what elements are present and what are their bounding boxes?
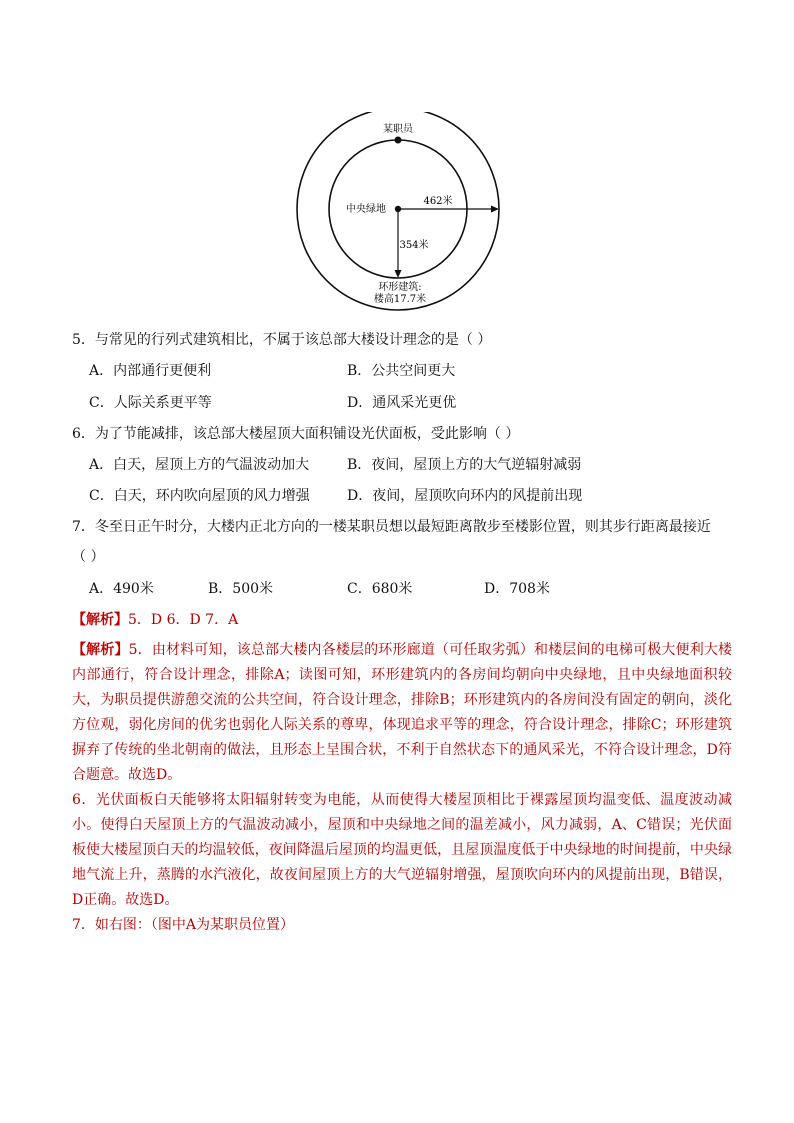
question-5-option-b: B．公共空间更大 <box>347 363 456 379</box>
ring-building-diagram <box>290 112 502 312</box>
explanation-tag: 【解析】 <box>72 642 129 658</box>
arrowhead-south <box>395 270 402 278</box>
center-label: 中央绿地 <box>346 204 386 215</box>
question-7-stem: 7．冬至日正午时分，大楼内正北方向的一楼某职员想以最短距离散步至楼影位置，则其步行距离最接近 <box>72 519 711 535</box>
building-label-line2: 楼高17.7米 <box>373 294 427 305</box>
question-6-option-c: C．白天，环内吹向屋顶的风力增强 <box>89 488 310 504</box>
question-6-option-a: A．白天，屋顶上方的气温波动加大 <box>89 457 310 473</box>
question-6-stem: 6．为了节能减排，该总部大楼屋顶大面积铺设光伏面板，受此影响（ ） <box>72 426 520 442</box>
question-7-option-b: B．500米 <box>208 581 274 597</box>
explanation-5-text: 5．由材料可知，该总部大楼内各楼层的环形廊道（可任取劣弧）和楼层间的电梯可极大便利大楼内部通行，符合设计理念，排除A；读图可知，环形建筑内的各房间均朝向中央绿地，且中央绿地面积较大，为职员提供游憩交流的公共空间，符合设计理念，排除B；环形建筑内的各房间没有固定的朝向，淡化方位观，弱化房间的优劣也弱化人际关系的尊卑，体现追求平等的理念，符合设计理念，排除C；环形建筑摒弃了传统的坐北朝南的做法，且形态上呈围合状，不利于自然状态下的通风采光，不符合设计理念，D符合题意。故选D。 <box>72 642 733 783</box>
building-label-line1: 环形建筑: <box>378 282 422 293</box>
arrowhead-east <box>491 206 499 213</box>
employee-label: 某职员 <box>383 124 413 135</box>
answer-text: 5．D 6．D 7．A <box>128 612 239 628</box>
question-5-option-c: C．人际关系更平等 <box>89 395 212 411</box>
question-6-option-d: D．夜间，屋顶吹向环内的风提前出现 <box>347 488 583 504</box>
outer-distance-label: 462米 <box>423 196 453 207</box>
explanation-5 <box>72 638 732 788</box>
question-7-option-a: A．490米 <box>89 581 154 597</box>
question-7-option-c: C．680米 <box>347 581 413 597</box>
question-5-option-d: D．通风采光更优 <box>347 395 457 411</box>
question-6-option-b: B．夜间，屋顶上方的大气逆辐射减弱 <box>347 457 582 473</box>
question-7-stem-paren: （ ） <box>72 549 105 565</box>
question-7-option-d: D．708米 <box>484 581 550 597</box>
answer-line <box>72 610 238 630</box>
question-5-stem: 5．与常见的行列式建筑相比，不属于该总部大楼设计理念的是（ ） <box>72 332 492 348</box>
inner-distance-label: 354米 <box>399 240 429 251</box>
explanation-6: 6．光伏面板白天能够将太阳辐射转变为电能，从而使得大楼屋顶相比于裸露屋顶均温变低、温度波动减小。使得白天屋顶上方的气温波动减小，屋顶和中央绿地之间的温差减小，风力减弱，A、C错误；光伏面板使大楼屋顶白天的均温较低，夜间降温后屋顶的均温更低，且屋顶温度低于中央绿地的时间提前，中央绿地气流上升，蒸腾的水汽液化，故夜间屋顶上方的大气逆辐射增强，屋顶吹向环内的风提前出现，B错误，D正确。故选D。 <box>72 792 732 908</box>
employee-point <box>395 137 402 144</box>
explanation-7: 7．如右图：（图中A为某职员位置） <box>72 917 295 933</box>
explanation-block <box>72 638 732 938</box>
question-5-option-a: A．内部通行更便利 <box>89 363 212 379</box>
answer-tag: 【解析】 <box>72 612 128 628</box>
